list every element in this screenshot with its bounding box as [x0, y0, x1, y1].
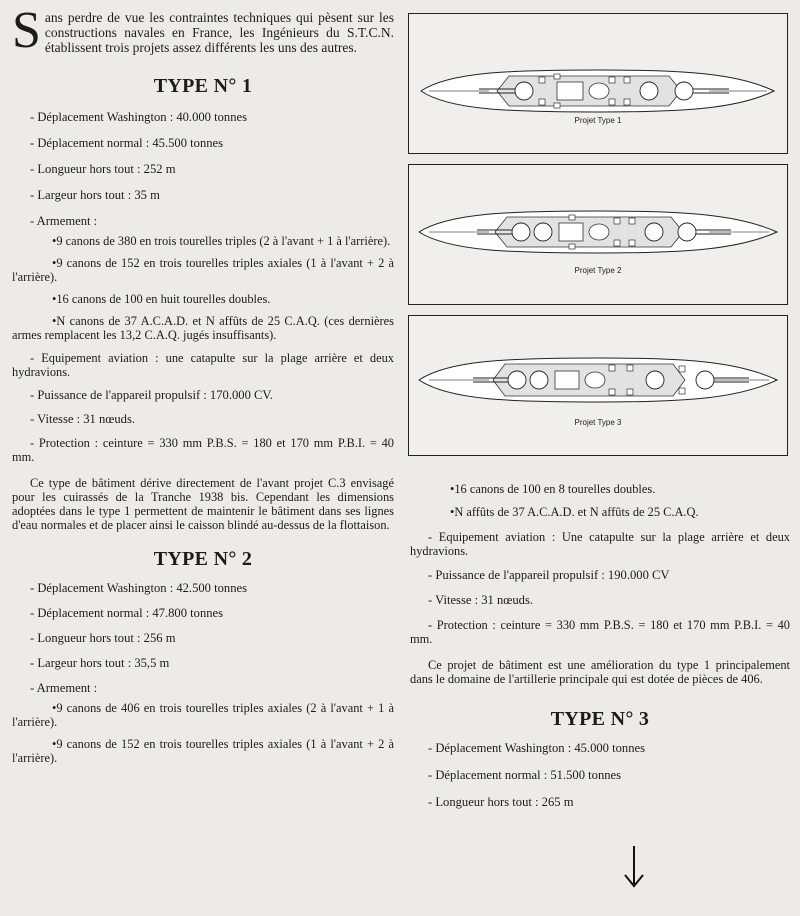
type3-item: - Déplacement normal : 51.500 tonnes — [428, 768, 622, 782]
type1-speed: - Vitesse : 31 nœuds. — [30, 412, 136, 426]
intro-text: ans perdre de vue les contraintes techniques qui pèsent sur les constructions navales en France, les Ingénieurs du S.T.C.N. établissent trois projets assez différents les uns des autres. — [44, 10, 394, 55]
type1-protection: - Protection : ceinture = 330 mm P.B.S. = 180 et 170 mm P.B.I. = 40 mm. — [12, 436, 394, 464]
type2-item: - Longueur hors tout : 256 m — [30, 631, 176, 645]
type2-speed: - Vitesse : 31 nœuds. — [428, 593, 534, 607]
drop-cap: S — [12, 2, 41, 59]
type1-item: - Déplacement normal : 45.500 tonnes — [30, 136, 224, 150]
type1-heading: TYPE N° 1 — [153, 75, 253, 97]
type3-item: - Déplacement Washington : 45.000 tonnes — [428, 741, 646, 755]
ship-plan-type3 — [409, 316, 787, 455]
intro-paragraph — [12, 2, 394, 59]
type2-item: - Largeur hors tout : 35,5 m — [30, 656, 170, 670]
type2-armament: •9 canons de 406 en trois tourelles triples axiales (2 à l'avant + 1 à l'arrière). — [12, 701, 394, 729]
type1-armament: •N canons de 37 A.C.A.D. et N affûts de 25 C.A.Q. (ces dernières armes remplacent les 13,2 C.A.Q. jugés insuffisants). — [12, 314, 394, 342]
figure-caption: Projet Type 1 — [574, 116, 622, 125]
type1-item: - Armement : — [30, 214, 98, 228]
type2-item: - Déplacement Washington : 42.500 tonnes — [30, 581, 248, 595]
type1-armament: •9 canons de 380 en trois tourelles triples (2 à l'avant + 1 à l'arrière). — [52, 234, 391, 248]
figure-panel-type2 — [408, 164, 788, 305]
type2-item: - Armement : — [30, 681, 98, 695]
type2-item: - Déplacement normal : 47.800 tonnes — [30, 606, 224, 620]
type1-power: - Puissance de l'appareil propulsif : 170.000 CV. — [30, 388, 274, 402]
ship-plan-type1 — [409, 14, 787, 153]
type2-armament: •16 canons de 100 en 8 tourelles doubles. — [450, 482, 656, 496]
right-column — [410, 482, 790, 809]
type2-protection: - Protection : ceinture = 330 mm P.B.S. = 180 et 170 mm P.B.I. = 40 mm. — [410, 618, 790, 646]
figure-panel-type1 — [408, 13, 788, 154]
figure-panel-type3 — [408, 315, 788, 456]
type3-heading: TYPE N° 3 — [550, 708, 650, 730]
type1-aviation: - Equipement aviation : une catapulte sur la plage arrière et deux hydravions. — [12, 351, 394, 379]
figure-caption: Projet Type 2 — [574, 266, 622, 275]
ship-plan-type2 — [409, 165, 787, 304]
type2-power: - Puissance de l'appareil propulsif : 190.000 CV — [428, 568, 670, 582]
type1-item: - Largeur hors tout : 35 m — [30, 188, 160, 202]
type2-armament: •9 canons de 152 en trois tourelles triples axiales (1 à l'avant + 2 à l'arrière). — [12, 737, 394, 765]
type1-armament: •16 canons de 100 en huit tourelles doubles. — [52, 292, 271, 306]
type1-item: - Déplacement Washington : 40.000 tonnes — [30, 110, 248, 124]
type2-aviation: - Equipement aviation : Une catapulte sur la plage arrière et deux hydravions. — [410, 530, 790, 558]
type1-item: - Longueur hors tout : 252 m — [30, 162, 176, 176]
left-column — [12, 2, 394, 765]
type2-paragraph: Ce projet de bâtiment est une amélioration du type 1 principalement dans le domaine de l'artillerie principale qui est dotée de pièces de 406. — [410, 658, 790, 686]
type2-armament: •N affûts de 37 A.C.A.D. et N affûts de 25 C.A.Q. — [450, 505, 699, 519]
figure-caption: Projet Type 3 — [574, 418, 622, 427]
type2-heading: TYPE N° 2 — [153, 548, 253, 570]
type1-armament: •9 canons de 152 en trois tourelles triples axiales (1 à l'avant + 2 à l'arrière). — [12, 256, 394, 284]
type1-paragraph: Ce type de bâtiment dérive directement de l'avant projet C.3 envisagé pour les cuirassés de la Tranche 1938 bis. Cependant les dimensions adoptées dans le type 1 permettent de maintenir le bâtiment dans ses lignes d'eau normales et de placer ainsi le caisson blindé au-dessus de la flottaison. — [12, 476, 394, 532]
type3-item: - Longueur hors tout : 265 m — [428, 795, 574, 809]
continue-arrow-icon — [622, 844, 646, 890]
